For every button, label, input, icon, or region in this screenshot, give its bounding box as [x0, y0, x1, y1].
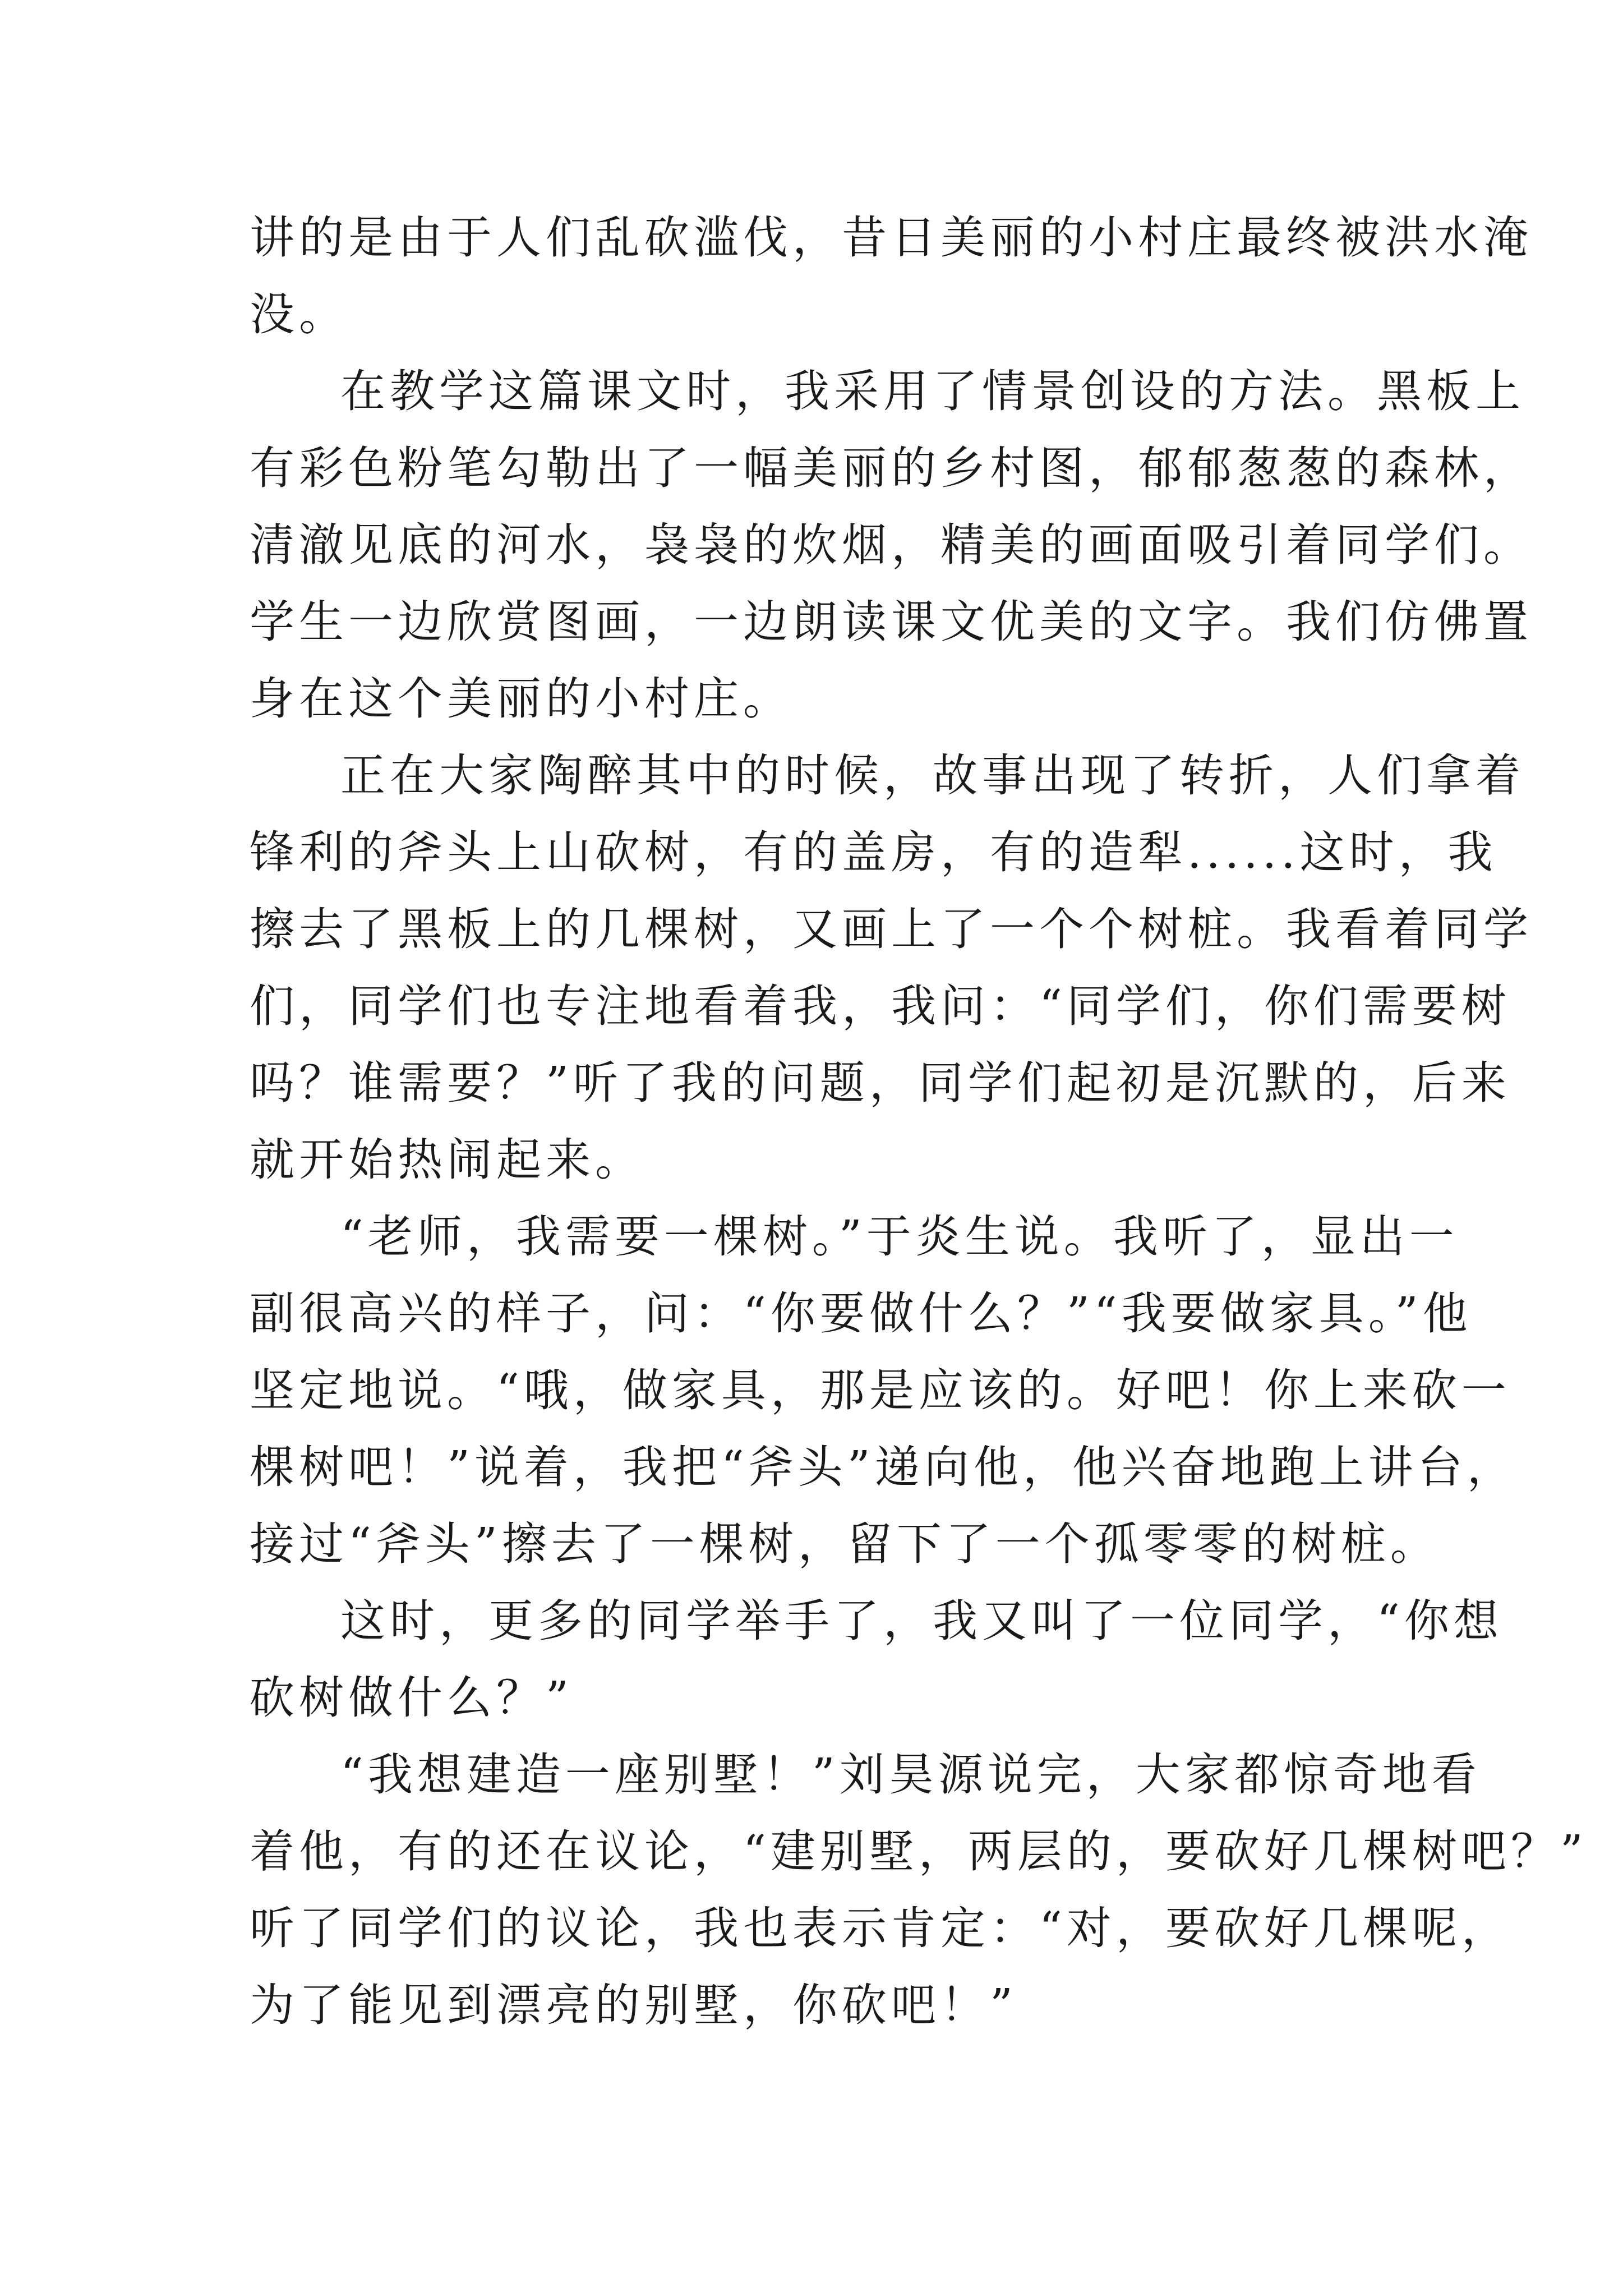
paragraph-first-line: “老师，我需要一棵树。”于炎生说。我听了，显出一 — [340, 1211, 1459, 1263]
text-line: 砍树做什么？” — [250, 1672, 573, 1724]
text-line: 讲的是由于人们乱砍滥伐，昔日美丽的小村庄最终被洪水淹 — [250, 211, 1533, 264]
text-line: 接过“斧头”擦去了一棵树，留下了一个孤零零的树桩。 — [250, 1518, 1440, 1570]
text-line: 们，同学们也专注地看着我，我问：“同学们，你们需要树 — [250, 980, 1511, 1032]
text-line: 身在这个美丽的小村庄。 — [250, 673, 792, 725]
paragraph-first-line: 在教学这篇课文时，我采用了情景创设的方法。黑板上 — [340, 365, 1525, 417]
text-line: 吗？谁需要？”听了我的问题，同学们起初是沉默的，后来 — [250, 1057, 1511, 1109]
text-line: 清澈见底的河水，袅袅的炊烟，精美的画面吸引着同学们。 — [250, 519, 1533, 571]
text-line: 听了同学们的议论，我也表示肯定：“对，要砍好几棵呢， — [250, 1902, 1511, 1954]
text-line: 棵树吧！”说着，我把“斧头”递向他，他兴奋地跑上讲台， — [250, 1441, 1516, 1493]
text-line: 为了能见到漂亮的别墅，你砍吧！” — [250, 1979, 1017, 2031]
text-line: 坚定地说。“哦，做家具，那是应该的。好吧！你上来砍一 — [250, 1364, 1511, 1416]
paragraph-first-line: 这时，更多的同学举手了，我又叫了一位同学，“你想 — [340, 1595, 1503, 1647]
text-line: 副很高兴的样子，问：“你要做什么？”“我要做家具。”他 — [250, 1287, 1472, 1340]
document-body — [250, 199, 1588, 2044]
paragraph-first-line: 正在大家陶醉其中的时候，故事出现了转折，人们拿着 — [340, 749, 1525, 802]
text-line: 就开始热闹起来。 — [250, 1134, 644, 1186]
text-line: 没。 — [250, 288, 348, 341]
text-line: 学生一边欣赏图画，一边朗读课文优美的文字。我们仿佛置 — [250, 596, 1533, 648]
text-line: 有彩色粉笔勾勒出了一幅美丽的乡村图，郁郁葱葱的森林， — [250, 442, 1533, 494]
text-line: 锋利的斧头上山砍树，有的盖房，有的造犁......这时，我 — [250, 826, 1497, 878]
paragraph-first-line: “我想建造一座别墅！”刘昊源说完，大家都惊奇地看 — [340, 1749, 1481, 1801]
text-line: 着他，有的还在议论，“建别墅，两层的，要砍好几棵树吧？” — [250, 1825, 1588, 1878]
text-line: 擦去了黑板上的几棵树，又画上了一个个树桩。我看着同学 — [250, 903, 1533, 955]
